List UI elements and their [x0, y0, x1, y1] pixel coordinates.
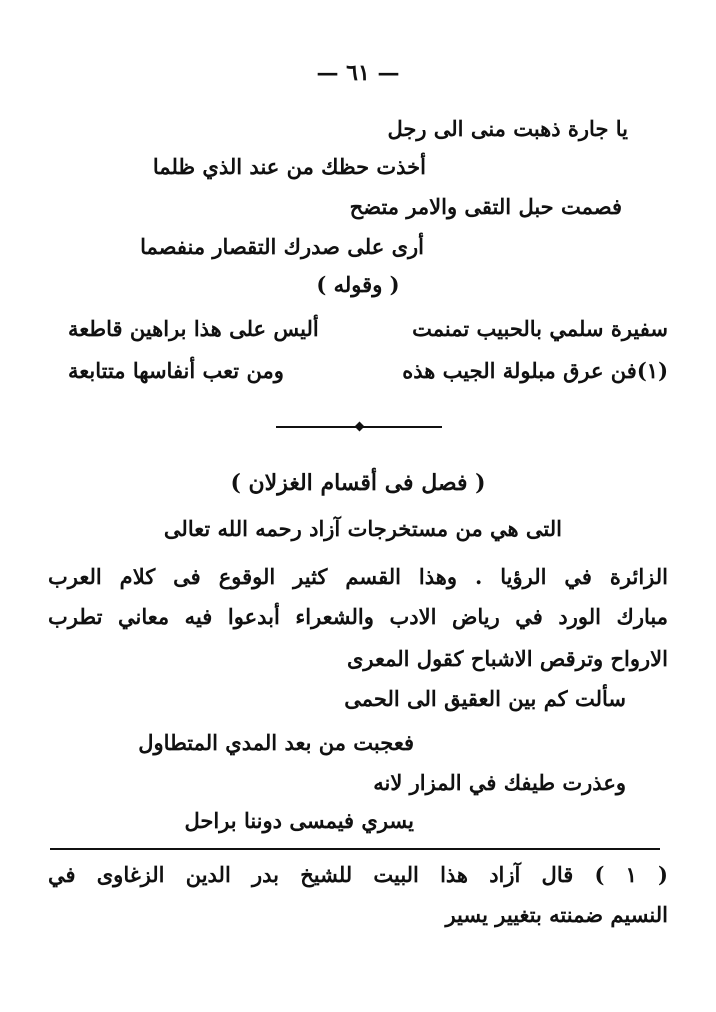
poem2-line-2: فعجبت من بعد المدي المتطاول	[138, 730, 414, 755]
couplet-left-2: ومن تعب أنفاسها متتابعة	[68, 358, 284, 383]
couplet-right-2: (١)فن عرق مبلولة الجيب هذه	[402, 358, 668, 383]
poem1-line-4: أرى على صدرك التقصار منفصما	[140, 234, 424, 259]
couplet-right-1: سفيرة سلمي بالحبيب تمنمت	[412, 316, 668, 341]
poem1-line-3: فصمت حبل التقى والامر متضح	[349, 194, 622, 219]
heading-qawluh: ( وقوله )	[316, 272, 400, 297]
poem1-line-1: يا جارة ذهبت منى الى رجل	[387, 116, 628, 141]
prose-line-1: التى هي من مستخرجات آزاد رحمه الله تعالى	[163, 516, 562, 541]
prose-line-4: الارواح وترقص الاشباح كقول المعرى	[346, 646, 668, 671]
separator-diamond	[355, 422, 365, 432]
footnote-line-2: النسيم ضمنته بتغيير يسير	[445, 902, 668, 927]
section-title: ( فصل فى أقسام الغزلان )	[230, 470, 486, 496]
poem2-line-4: يسري فيمسى دوننا براحل	[184, 808, 414, 833]
prose-line-2: الزائرة في الرؤيا . وهذا القسم كثير الوقوع فى كلام العرب	[48, 564, 668, 589]
poem1-line-2: أخذت حظك من عند الذي ظلما	[152, 154, 426, 179]
poem2-line-1: سألت كم بين العقيق الى الحمى	[344, 686, 626, 711]
footnote-line-1: ( ١ ) قال آزاد هذا البيت للشيخ بدر الدين الزغاوى في	[48, 862, 668, 887]
couplet-left-1: أليس على هذا براهين قاطعة	[68, 316, 319, 341]
poem2-line-3: وعذرت طيفك في المزار لانه	[373, 770, 626, 795]
page-number: — ٦١ —	[316, 60, 400, 86]
footnote-rule	[50, 848, 660, 850]
prose-line-3: مبارك الورد في رياض الادب والشعراء أبدعوا فيه معاني تطرب	[48, 604, 668, 629]
